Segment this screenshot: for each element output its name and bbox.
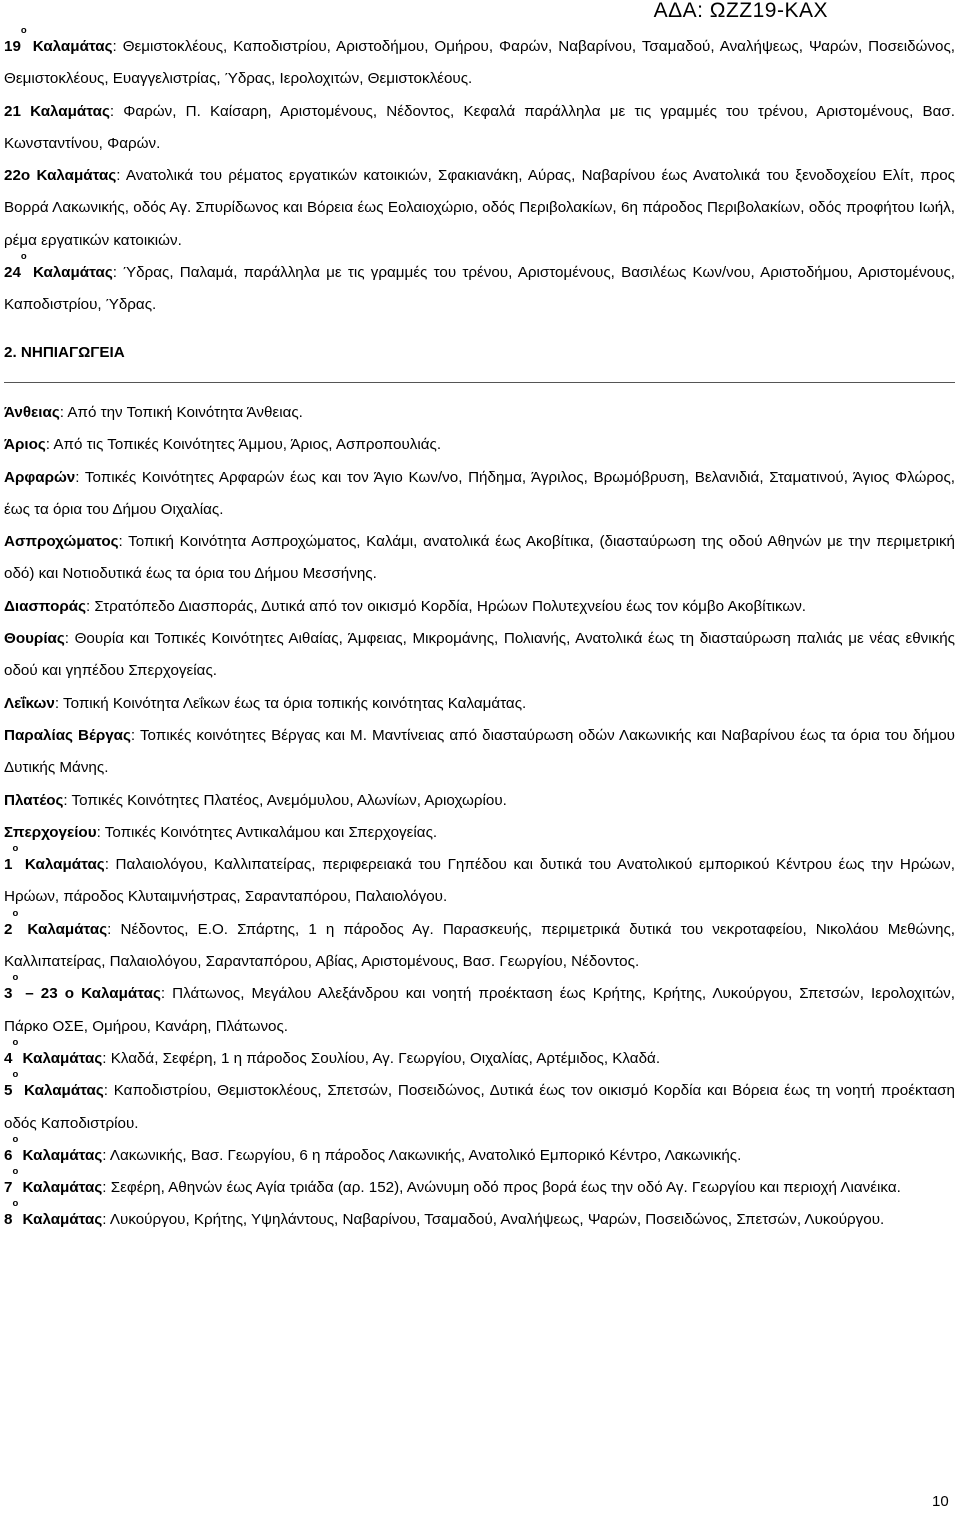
- area-description: : Πλάτωνος, Μεγάλου Αλεξάνδρου και νοητή προέκταση έως Κρήτης, Κρήτης, Λυκούργου, Σπετσών, Ιερολοχιτών, Πάρκο ΟΣΕ, Ομήρου, Κανάρη, Πλάτωνος.: [4, 985, 955, 1035]
- area-name: $19^o$ Καλαμάτας: [4, 25, 113, 55]
- area-description: : Θουρία και Τοπικές Κοινότητες Αιθαίας, Άμφειας, Μικρομάνης, Πολιανής, Ανατολικά έως τη διασταύρωση παλιάς με νέας εθνικής οδού και γηπέδου Σπερχογείας.: [4, 630, 955, 680]
- area-description: : Παλαιολόγου, Καλλιπατείρας, περιφερειακά του Γηπέδου και δυτικά του Ανατολικού εμπορικού Κέντρου έως την Ηρώων, Ηρώων, πάροδος Κλυταιμνήστρας, Σαρανταπόρου, Παλαιολόγου.: [4, 856, 955, 906]
- area-description: : Ύδρας, Παλαμά, παράλληλα με τις γραμμές του τρένου, Αριστομένους, Βασιλέως Κων/νου, Αριστοδήμου, Αριστομένους, Καποδιστρίου, Ύδρας.: [4, 264, 955, 314]
- area-name: $4^o$ Καλαμάτας: [4, 1036, 103, 1067]
- area-name: $24^o$ Καλαμάτας: [4, 251, 113, 282]
- area-paragraph: [4, 623, 955, 688]
- area-description: : Από τις Τοπικές Κοινότητες Άμμου, Άριος, Ασπροπουλιάς.: [45, 436, 442, 454]
- area-description: : Τοπικές Κοινότητες Αντικαλάμου και Σπερχογείας.: [96, 823, 438, 841]
- area-paragraph: [4, 397, 955, 429]
- area-paragraph: [4, 591, 955, 623]
- bottom-paragraphs: [4, 397, 955, 1237]
- section-heading: 2. ΝΗΠΙΑΓΩΓΕΙΑ: [4, 343, 125, 361]
- area-name: $5^o$ Καλαμάτας: [4, 1069, 104, 1100]
- area-description: : Λακωνικής, Βασ. Γεωργίου, 6 η πάροδος Λακωνικής, Ανατολικό Εμπορικό Κέντρο, Λακωνικής.: [102, 1146, 742, 1164]
- area-name: Θουρίας: [4, 630, 65, 648]
- area-description: : Φαρών, Π. Καίσαρη, Αριστομένους, Νέδοντος, Κεφαλά παράλληλα με τις γραμμές του τρένου, Αριστομένους, Βασ. Κωνσταντίνου, Φαρών.: [4, 102, 955, 152]
- area-name: $7^o$ Καλαμάτας: [4, 1166, 103, 1197]
- area-paragraph: [4, 785, 955, 817]
- area-paragraph: [4, 160, 955, 257]
- area-paragraph: [4, 972, 955, 1043]
- area-paragraph: [4, 817, 955, 849]
- area-name: 22ο Καλαμάτας: [4, 167, 117, 185]
- area-paragraph: [4, 25, 955, 96]
- area-description: : Τοπική Κοινότητα Λεΐκων έως τα όρια τοπικής κοινότητας Καλαμάτας.: [54, 694, 527, 712]
- area-paragraph: [4, 1069, 956, 1140]
- area-paragraph: [4, 1133, 955, 1172]
- area-name: Αρφαρών: [4, 468, 76, 486]
- area-description: : Λυκούργου, Κρήτης, Υψηλάντους, Ναβαρίνου, Τσαμαδού, Αναλήψεως, Ψαρών, Ποσειδώνος, Σπετσών, Λυκούργου.: [102, 1211, 885, 1229]
- area-description: : Ανατολικά του ρέματος εργατικών κατοικιών, Σφακιανάκη, Αύρας, Ναβαρίνου έως Ανατολικά του ξενοδοχείου Ελίτ, προς Βορρά Λακωνικής, οδός Αγ. Σπυρίδωνος και Βόρεια έως Εολαιοχώριο, οδός Περιβολακίων, 6η πάροδος Περιβολακίων, οδός προφήτου Ιωήλ, ρέμα εργατικών κατοικιών.: [4, 167, 955, 249]
- section-divider: [4, 382, 955, 383]
- area-description: : Τοπικές κοινότητες Βέργας και Μ. Μαντίνειας από διασταύρωση οδών Λακωνικής και Ναβαρίνου έως τα όρια του δήμου Δυτικής Μάνης.: [4, 726, 955, 777]
- area-paragraph: [4, 251, 955, 322]
- area-description: : Τοπική Κοινότητα Ασπροχώματος, Καλάμι, ανατολικά έως Ακοβίτικα, (διασταύρωση της οδού Αθηνών με την περιμετρική οδό) και Νοτιοδυτικά έως τα όρια του Δήμου Μεσσήνης.: [4, 533, 955, 583]
- document-body: [4, 25, 956, 1237]
- area-paragraph: [4, 96, 955, 161]
- area-name: Παραλίας Βέργας: [4, 726, 131, 744]
- area-description: : Θεμιστοκλέους, Καποδιστρίου, Αριστοδήμου, Ομήρου, Φαρών, Ναβαρίνου, Τσαμαδού, Αναλήψεως, Ψαρών, Ποσειδώνος, Θεμιστοκλέους, Ευαγγελιστρίας, Ύδρας, Ιερολοχιτών, Θεμιστοκλέους.: [4, 38, 955, 88]
- area-paragraph: [4, 1198, 955, 1236]
- area-name: 21 Καλαμάτας: [4, 102, 110, 120]
- area-paragraph: [4, 843, 955, 914]
- area-name: Σπερχογείου: [4, 823, 97, 841]
- area-description: : Από την Τοπική Κοινότητα Άνθειας.: [59, 403, 303, 421]
- area-paragraph: [4, 688, 955, 720]
- area-name: $8^o$ Καλαμάτας: [4, 1198, 103, 1229]
- area-name: $3^o - 23$ ο Καλαμάτας: [4, 972, 161, 1003]
- area-name: Ασπροχώματος: [4, 533, 119, 551]
- area-paragraph: [4, 526, 955, 591]
- area-paragraph: [4, 907, 955, 979]
- area-description: : Καποδιστρίου, Θεμιστοκλέους, Σπετσών, Ποσειδώνος, Δυτικά έως τον οικισμό Κορδία και Βόρεια έως τη νοητή προέκταση οδός Καποδιστρίου.: [4, 1082, 956, 1132]
- area-description: : Στρατόπεδο Διασποράς, Δυτικά από τον οικισμό Κορδία, Ηρώων Πολυτεχνείου έως τον κόμβο Ακοβίτικων.: [85, 597, 807, 615]
- area-name: Διασποράς: [4, 597, 86, 615]
- area-name: $2^o$ Καλαμάτας: [4, 907, 108, 938]
- area-name: $1^o$ Καλαμάτας: [4, 843, 105, 874]
- area-paragraph: [4, 1166, 955, 1204]
- top-paragraphs: [4, 25, 955, 322]
- area-description: : Τοπικές Κοινότητες Πλατέος, Ανεμόμυλου, Αλωνίων, Αριοχωρίου.: [63, 791, 507, 809]
- area-name: Πλατέος: [4, 791, 64, 809]
- area-paragraph: [4, 429, 955, 461]
- area-name: Άνθειας: [4, 403, 60, 421]
- area-name: Άριος: [4, 436, 46, 454]
- ada-header: ΑΔΑ: ΩΖΖ19-ΚΑΧ: [653, 0, 828, 22]
- page-number: 10: [932, 1493, 949, 1510]
- area-name: $6^o$ Καλαμάτας: [4, 1133, 103, 1164]
- area-description: : Κλαδά, Σεφέρη, 1 η πάροδος Σουλίου, Αγ. Γεωργίου, Οιχαλίας, Αρτέμιδος, Κλαδά.: [102, 1049, 661, 1067]
- area-description: : Σεφέρη, Αθηνών έως Αγία τριάδα (αρ. 152), Ανώνυμη οδό προς βορά έως την οδό Αγ. Γεωργίου και περιοχή Λιανέικα.: [102, 1179, 901, 1197]
- area-paragraph: [4, 1036, 955, 1075]
- area-description: : Τοπικές Κοινότητες Αρφαρών έως και τον Άγιο Κων/νο, Πήδημα, Άγριλος, Βρωμόβρυση, Βελανιδιά, Σταματινού, Άγιος Φλώρος, έως τα όρια του Δήμου Οιχαλίας.: [4, 468, 955, 518]
- area-description: : Νέδοντος, Ε.Ο. Σπάρτης, 1 η πάροδος Αγ. Παρασκευής, περιμετρικά δυτικά του νεκροταφείου, Νικολάου Μεθώνης, Καλλιπατείρας, Παλαιολόγου, Σαρανταπόρου, Αβίας, Αριστομένους, Βασ. Γεωργίου, Νέδοντος.: [4, 920, 955, 971]
- area-paragraph: [4, 462, 955, 527]
- area-paragraph: [4, 720, 955, 785]
- area-name: Λεΐκων: [4, 694, 55, 712]
